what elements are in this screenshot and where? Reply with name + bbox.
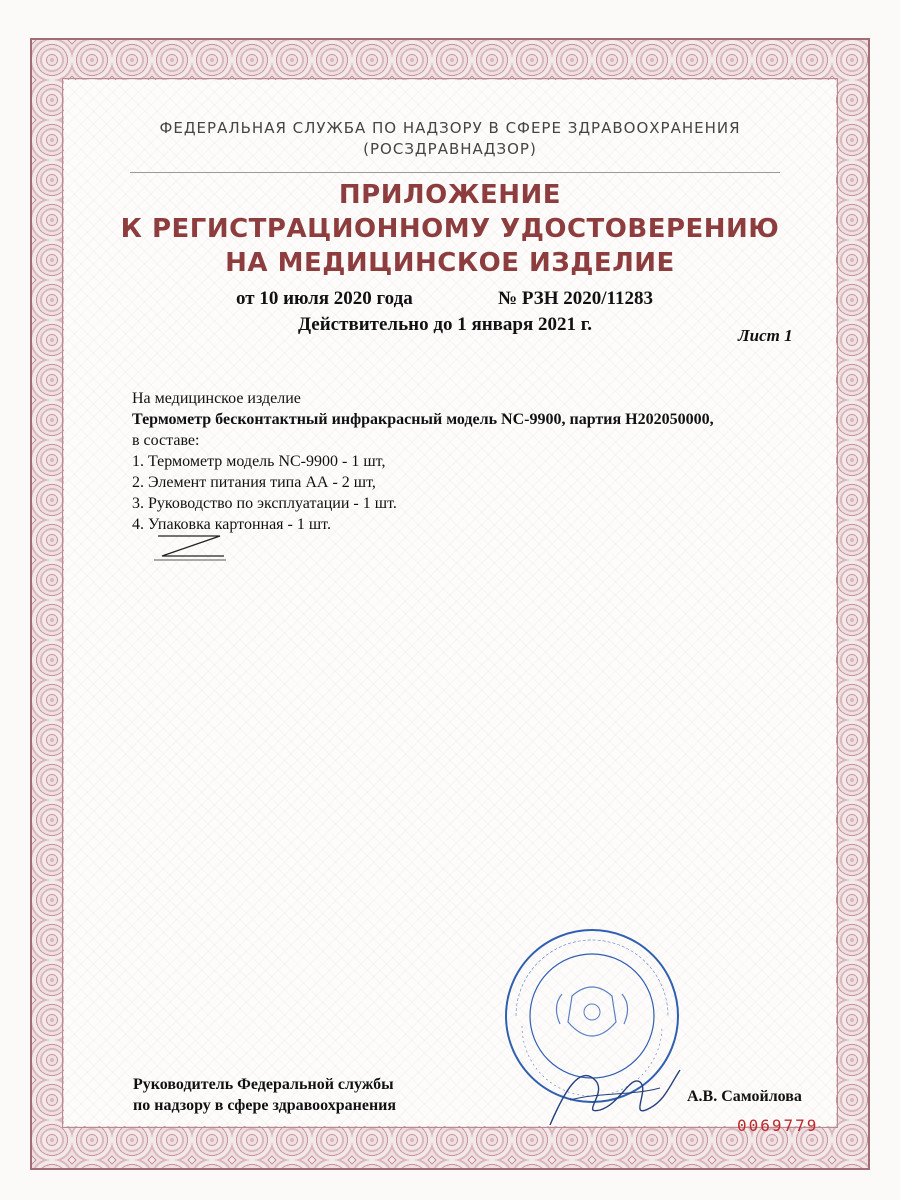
sheet-number: Лист 1	[738, 326, 793, 345]
position-line-2: по надзору в сфере здравоохранения	[133, 1097, 397, 1114]
signer-name: А.В. Самойлова	[687, 1088, 802, 1105]
intro-text: На медицинское изделие	[132, 390, 301, 407]
list-item: 2. Элемент питания типа АА - 2 шт,	[132, 474, 376, 491]
list-item: 4. Упаковка картонная - 1 шт.	[132, 516, 331, 533]
position-line-1: Руководитель Федеральной службы	[133, 1076, 394, 1093]
title-line-2: К РЕГИСТРАЦИОННОМУ УДОСТОВЕРЕНИЮ	[120, 214, 780, 244]
handwritten-signature	[540, 1030, 690, 1140]
device-description	[132, 388, 812, 535]
title-line-3: НА МЕДИЦИНСКОЕ ИЗДЕЛИЕ	[225, 248, 675, 278]
document-title	[0, 178, 900, 280]
z-closure-mark	[150, 530, 230, 564]
agency-abbreviation: (РОСЗДРАВНАДЗОР)	[363, 140, 537, 158]
registration-number: № РЗН 2020/11283	[498, 288, 653, 309]
agency-name: ФЕДЕРАЛЬНАЯ СЛУЖБА ПО НАДЗОРУ В СФЕРЕ ЗДРАВООХРАНЕНИЯ	[159, 119, 741, 137]
list-item: 1. Термометр модель NC-9900 - 1 шт,	[132, 453, 386, 470]
serial-number: 0069779	[737, 1116, 819, 1135]
agency-header	[0, 118, 900, 160]
validity-date: Действительно до 1 января 2021 г.	[298, 314, 593, 335]
title-line-1: ПРИЛОЖЕНИЕ	[338, 180, 562, 210]
product-name: Термометр бесконтактный инфракрасный модель NC-9900, партия H202050000,	[132, 411, 714, 428]
issue-date: от 10 июля 2020 года	[236, 288, 413, 309]
list-item: 3. Руководство по эксплуатации - 1 шт.	[132, 495, 397, 512]
signatory-position	[133, 1074, 396, 1116]
header-divider	[130, 172, 780, 173]
composition-list	[132, 451, 812, 535]
composition-label: в составе:	[132, 432, 200, 449]
